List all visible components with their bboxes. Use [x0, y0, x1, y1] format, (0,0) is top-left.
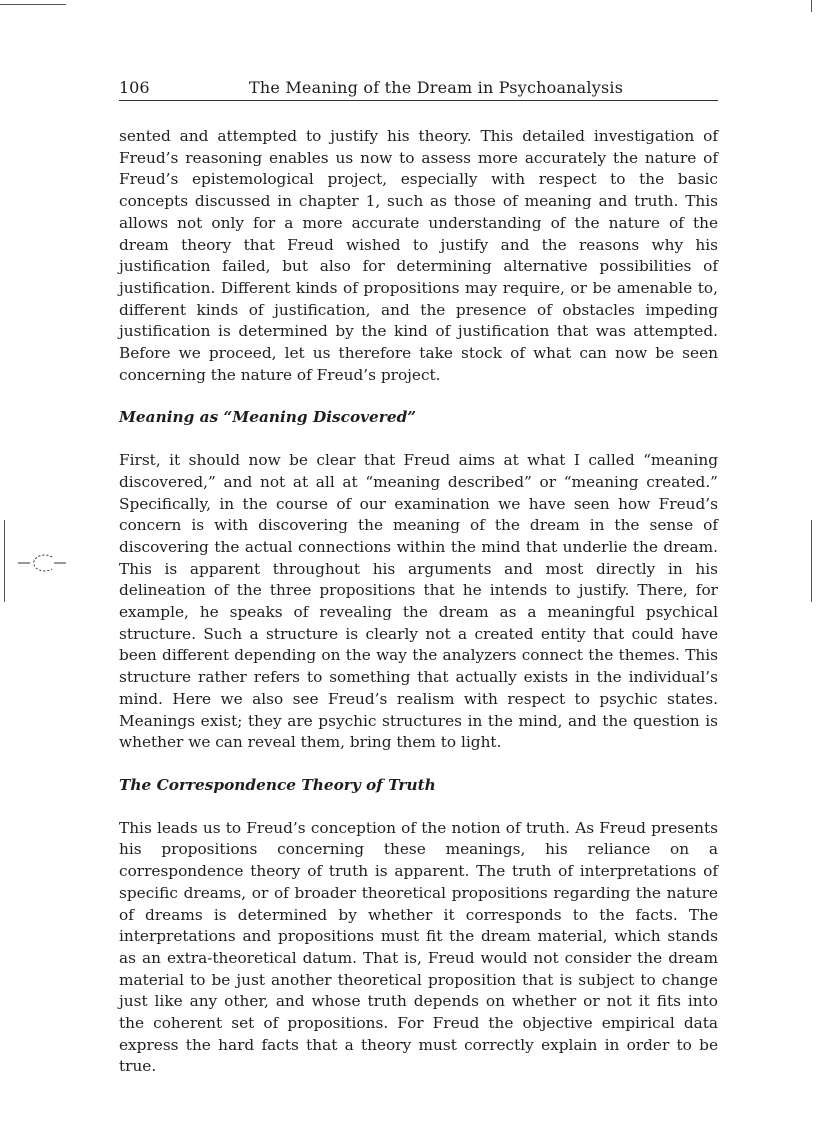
registration-mark-icon — [18, 548, 68, 578]
page-number: 106 — [119, 78, 150, 97]
running-header — [119, 76, 718, 101]
crop-mark-top-right — [811, 0, 812, 12]
running-title: The Meaning of the Dream in Psychoanalysis — [249, 78, 624, 97]
section-heading: The Correspondence Theory of Truth — [119, 775, 436, 794]
crop-mark-top-left — [0, 4, 66, 5]
body-text — [119, 126, 718, 1078]
section-heading: Meaning as “Meaning Discovered” — [119, 408, 417, 427]
paragraph: This leads us to Freud’s conception of the notion of truth. As Freud presents his propositions concerning these meanings, his reliance on a correspondence theory of truth is apparent. The truth of interpretations of specific dreams, or of broader theoretical propositions regarding the nature of dreams is determined by whether it corresponds to the facts. The interpretations and propositions must fit the dream material, which stands as an extra-theoretical datum. That is, Freud would not consider the dream material to be just another theoretical proposition that is subject to change just like any other, and whose truth depends on whether or not it fits into the coherent set of propositions. For Freud the objective empirical data express the hard facts that a theory must correctly explain in order to be true. — [119, 818, 718, 1076]
crop-mark-left — [4, 520, 5, 602]
crop-mark-right — [811, 520, 812, 602]
paragraph: First, it should now be clear that Freud aims at what I called “meaning discovered,” and not at all at “meaning described” or “meaning created.” Specifically, in the course of our examination we have seen how Freud’s concern is with discovering the meaning of the dream in the sense of discovering the actual connections within the mind that underlie the dream. This is apparent throughout his arguments and most directly in his delineation of the three propositions that he intends to justify. There, for example, he speaks of revealing the dream as a meaningful psychical structure. Such a structure is clearly not a created entity that could have been different depending on the way the analyzers connect the themes. This structure rather refers to something that actually exists in the individual’s mind. Here we also see Freud’s realism with respect to psychic states. Meanings exist; they are psychic structures in the mind, and the question is whether we can reveal them, bring them to light. — [119, 451, 718, 752]
paragraph: sented and attempted to justify his theory. This detailed investigation of Freud’s reasoning enables us now to assess more accurately the nature of Freud’s epistemological project, especially with respect to the basic concepts discussed in chapter 1, such as those of meaning and truth. This allows not only for a more accurate understanding of the nature of the dream theory that Freud wished to justify and the reasons why his justification failed, but also for determining alternative possibilities of justification. Different kinds of propositions may require, or be amenable to, different kinds of justification, and the presence of obstacles impeding justification is determined by the kind of justification that was attempted. Before we proceed, let us therefore take stock of what can now be seen concerning the nature of Freud’s project. — [119, 127, 718, 384]
